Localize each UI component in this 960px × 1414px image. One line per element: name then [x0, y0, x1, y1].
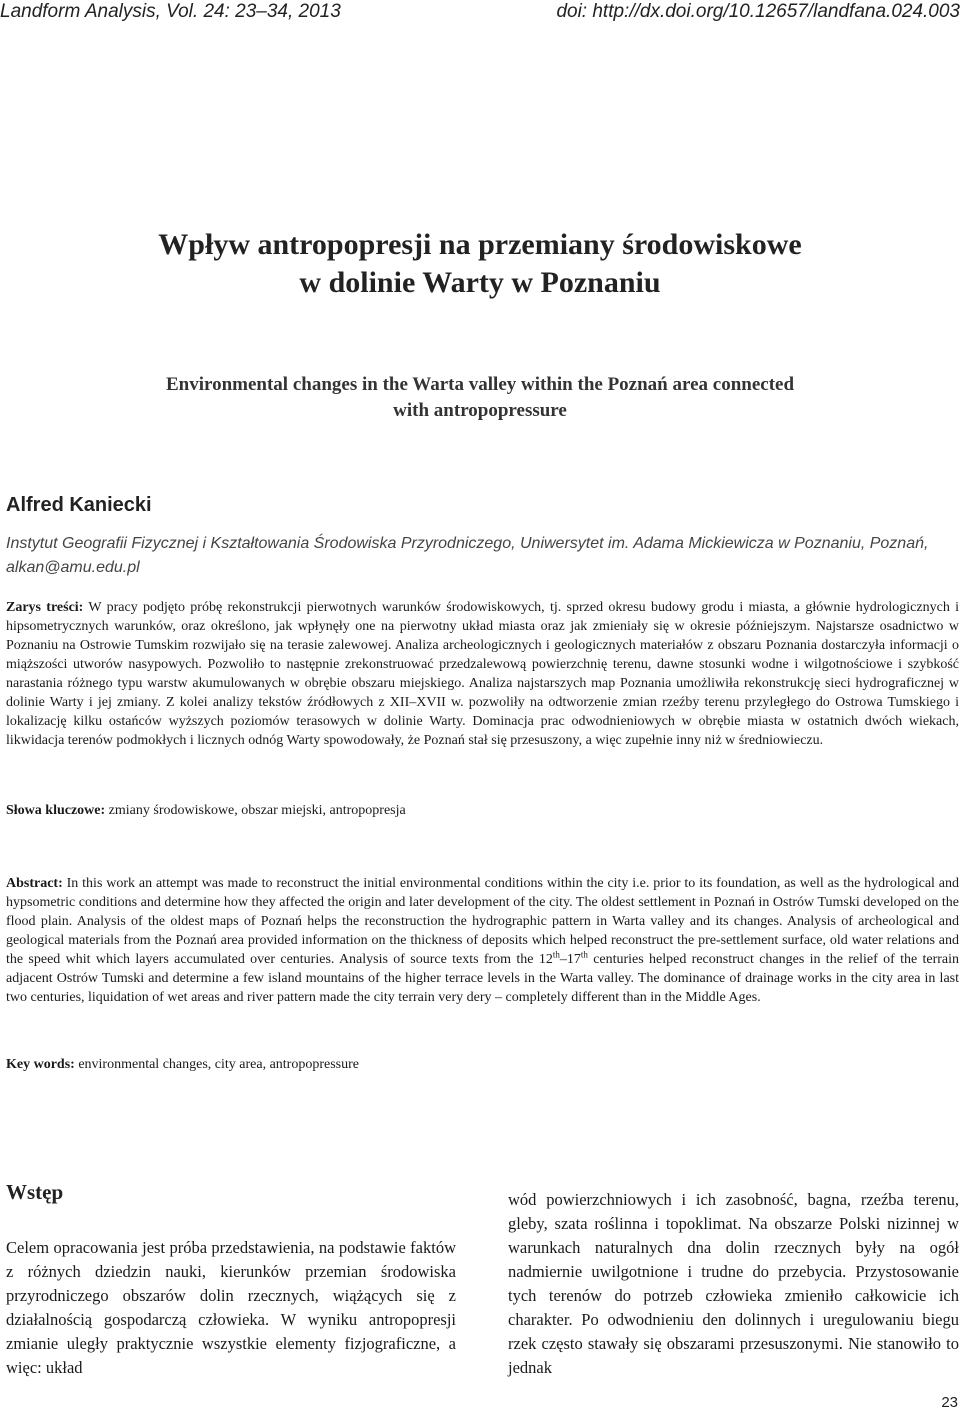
abstract	[6, 874, 959, 1007]
title-english-line-2: with antropopressure	[393, 400, 567, 421]
journal-citation: Landform Analysis, Vol. 24: 23–34, 2013	[0, 1, 341, 22]
zarys-text: W pracy podjęto próbę rekonstrukcji pierwotnych warunków środowiskowych, tj. sprzed okresu budowy grodu i miasta, a głównie hydrologicznych i hipsometrycznych warunków, oraz określono, jak wpłynęły one na pierwotny układ miasta oraz jak zmieniały się w okresie późniejszym. Najstarsze osadnictwo w Poznaniu na Ostrowie Tumskim rozwijało się na terasie zalewowej. Analiza archeologicznych i geologicznych materiałów z obszaru Poznania dostarczyła informacji o miąższości utworów nasypowych. Pozwoliło to następnie zrekonstruować przedzalewową powierzchnię terenu, dawne stosunki wodne i wilgotnościowe i szybkość narastania różnego typu warstw akumulowanych w obrębie obszaru miejskiego. Analiza najstarszych map Poznania umożliwiła rekonstrukcję sieci hydrograficznej w dolinie Warty i jej zmiany. Z kolei analizy tekstów źródłowych z XII–XVII w. pozwoliły na odtworzenie zmian rzeźby terenu przyległego do Ostrowa Tumskiego i lokalizację kilku ostańców wyższych poziomów terasowych w dolinie Warty. Dominacja prac odwodnieniowych w obrębie miasta w ostatnich dwóch wiekach, likwidacja terenów podmokłych i licznych odnóg Warty spowodowały, że Poznań stał się przesuszony, a więc zupełnie inny niż w średniowieczu.	[6, 600, 959, 748]
key-words	[6, 1055, 959, 1074]
title-polish-line-1: Wpływ antropopresji na przemiany środowiskowe	[158, 228, 802, 261]
section-heading-wstep: Wstęp	[6, 1180, 64, 1204]
title-polish-line-2: w dolinie Warty w Poznaniu	[299, 266, 661, 299]
abstract-sup-2: th	[580, 949, 588, 960]
abstract-century-start: 12	[538, 952, 553, 967]
page-number: 23	[941, 1394, 958, 1411]
abstract-century-end: –17	[559, 952, 581, 967]
body-column-left: Celem opracowania jest próba przedstawienia, na podstawie faktów z różnych dziedzin nauki, kierunków przemian środowiska przyrodniczego obszarów dolin rzecznych, wiążących się z działalnością gospodarczą człowieka. W wyniku antropopresji zmianie uległy praktycznie wszystkie elementy fizjograficzne, a więc: układ	[6, 1238, 456, 1377]
zarys-label: Zarys treści:	[6, 600, 84, 615]
keywords-label: Key words:	[6, 1057, 75, 1072]
slowa-text: zmiany środowiskowe, obszar miejski, antropopresja	[108, 803, 406, 818]
body-column-right: wód powierzchniowych i ich zasobność, bagna, rzeźba terenu, gleby, szata roślinna i topoklimat. Na obszarze Polski nizinnej w warunkach naturalnych dna dolin rzecznych były na ogół nadmiernie uwilgotnione i trudne do przebycia. Przystosowanie tych terenów do potrzeb człowieka zmieniło całkowicie ich charakter. Po odwodnieniu den dolinnych i uregulowaniu biegu rzek często stawały się obszarami przesuszonymi. Nie stanowiło to jednak	[508, 1190, 959, 1377]
title-english-line-1: Environmental changes in the Warta valley within the Poznań area connected	[165, 374, 795, 395]
abstract-label: Abstract:	[6, 876, 63, 891]
doi-link[interactable]: doi: http://dx.doi.org/10.12657/landfana.024.003	[556, 1, 960, 22]
slowa-kluczowe	[6, 801, 959, 820]
abstract-text-before: In this work an attempt was made to reconstruct the initial environmental conditions within the city i.e. prior to its foundation, as well as the hydrological and hypsometric conditions and determine how they affected the origin and later development of the city. The oldest settlement in Poznań in Ostrów Tumski developed on the flood plain. Analysis of the oldest maps of Poznań helps the reconstruction the hydrographic pattern in Warta valley and its changes. Analysis of archeological and geological materials from the Poznań area provided information on the thickness of deposits which helped reconstruct the pre-settlement surface, old water relations and the speed whit which layers accumulated over centuries. Analysis of source texts from the	[6, 876, 960, 967]
abstract-sup-1: th	[552, 949, 560, 960]
author-affiliation: Instytut Geografii Fizycznej i Kształtowania Środowiska Przyrodniczego, Uniwersytet im. Adama Mickiewicza w Poznaniu, Poznań, alkan@amu.edu.pl	[6, 535, 929, 576]
title-english	[0, 372, 960, 424]
slowa-label: Słowa kluczowe:	[6, 803, 106, 818]
keywords-text: environmental changes, city area, antropopressure	[78, 1057, 359, 1072]
abstract-text-after: centuries helped reconstruct changes in the relief of the terrain adjacent Ostrów Tumski and determine a few island mountains of the higher terrace levels in the Warta valley. The dominance of drainage works in the city area in last two centuries, liquidation of wet areas and river pattern made the city terrain very dery – completely different than in the Middle Ages.	[6, 952, 960, 1005]
title-polish	[0, 226, 960, 302]
author-name: Alfred Kaniecki	[6, 494, 152, 516]
zarys-tresci	[6, 598, 959, 750]
